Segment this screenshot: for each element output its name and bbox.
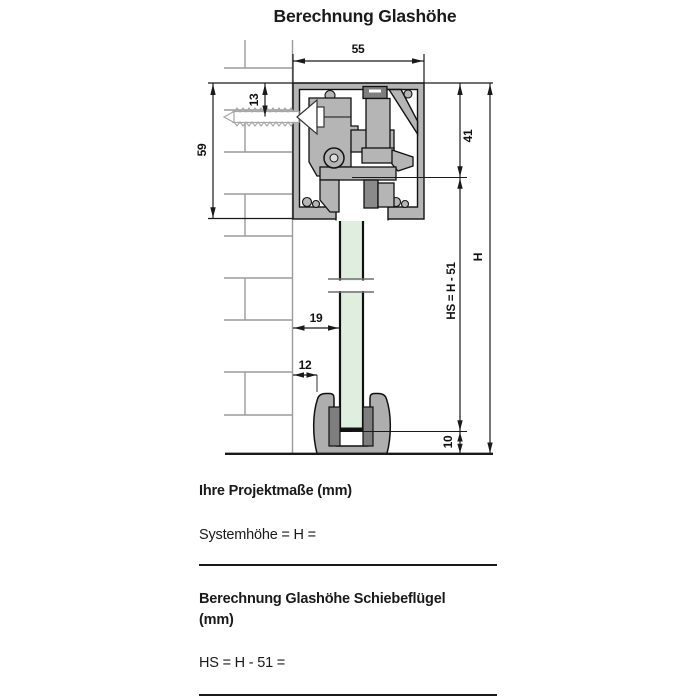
glass-height-field-label: HS = H - 51 = bbox=[199, 655, 286, 671]
dim-sash-glass-height: HS = H - 51 bbox=[446, 262, 458, 320]
system-height-field-label: Systemhöhe = H = bbox=[199, 527, 316, 543]
dim-glass-wall-clearance: 19 bbox=[309, 311, 323, 325]
field-rule-system-height bbox=[199, 564, 497, 566]
project-measures-heading: Ihre Projektmaße (mm) bbox=[199, 483, 352, 499]
glass-height-calc-heading-line2: (mm) bbox=[199, 612, 234, 628]
dim-track-width: 55 bbox=[351, 42, 365, 56]
dim-system-height: H bbox=[471, 252, 485, 262]
page-title: Berechnung Glashöhe bbox=[273, 6, 457, 26]
dim-wall-profile-height: 59 bbox=[195, 143, 209, 157]
glass-break-symbol bbox=[328, 279, 374, 292]
dim-inner-drop: 41 bbox=[461, 129, 475, 143]
dim-screw-offset: 13 bbox=[247, 93, 261, 107]
dim-floor-guide-offset: 12 bbox=[298, 358, 312, 372]
dim-bottom-gap: 10 bbox=[441, 435, 455, 449]
glass-height-calc-heading-line1: Berechnung Glashöhe Schiebeflügel bbox=[199, 591, 446, 607]
field-rule-glass-height bbox=[199, 694, 497, 696]
